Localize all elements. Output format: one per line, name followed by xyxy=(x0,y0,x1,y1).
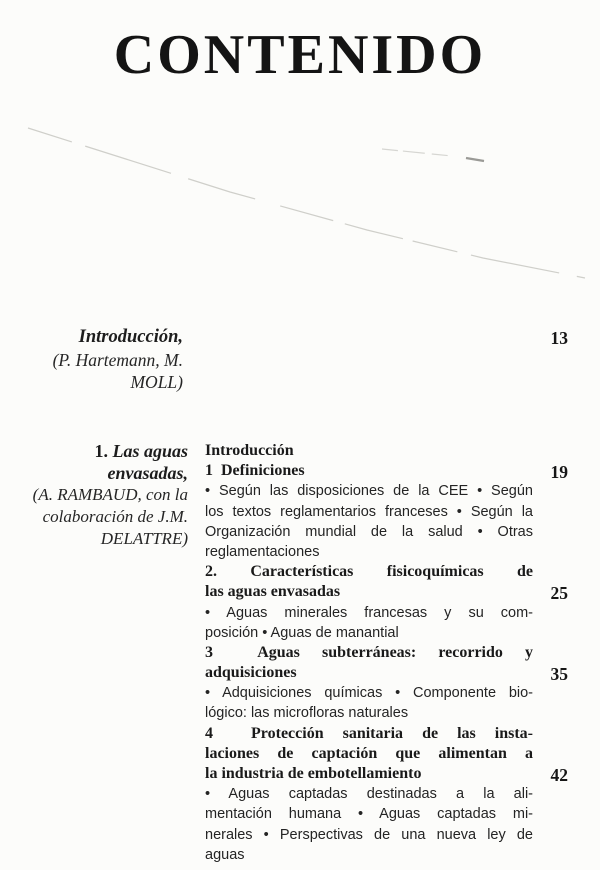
toc-bullet-line: nerales • Perspectivas de una nueva ley de xyxy=(205,826,533,843)
toc-heading-proteccion-line3: la industria de embotellamiento xyxy=(205,765,422,782)
entry-chapter1-authors-line3: DELATTRE) xyxy=(100,529,188,548)
toc-heading-introduccion: Introducción xyxy=(205,442,294,459)
toc-bullet-line: los textos reglamentarios franceses • Según la xyxy=(205,503,533,520)
toc-bullet-line: reglamentaciones xyxy=(205,543,320,560)
entry-introduction-authors-line2: MOLL) xyxy=(130,372,183,392)
toc-heading-caracteristicas-line2: las aguas envasadas xyxy=(205,583,341,601)
entry-chapter1-authors-line2: colaboración de J.M. xyxy=(42,507,188,526)
entry-introduction xyxy=(20,326,183,394)
toc-column xyxy=(205,441,533,865)
toc-bullet-line: • Aguas captadas destinadas a la ali- xyxy=(205,786,533,803)
toc-bullet-line: • Según las disposiciones de la CEE • Según xyxy=(205,483,533,500)
toc-heading-definiciones: 1 Definiciones xyxy=(205,462,305,480)
toc-bullet-line: • Adquisiciones químicas • Componente bio- xyxy=(205,685,533,702)
toc-heading-subterraneas-line2: adquisiciones xyxy=(205,664,297,682)
entry-chapter1-authors-line1: (A. RAMBAUD, con la xyxy=(32,485,188,504)
page-number-caracteristicas: 25 xyxy=(550,583,568,603)
page-title: CONTENIDO xyxy=(113,24,487,86)
toc-bullet-line: mentación humana • Aguas captadas mi- xyxy=(205,806,533,823)
toc-heading-proteccion-line2: laciones de captación que alimentan a xyxy=(205,744,533,762)
toc-heading-proteccion: 4 Protección sanitaria de las insta- xyxy=(205,724,533,742)
entry-chapter1-title-line2: envasadas, xyxy=(107,463,188,483)
toc-bullet-line: Organización mundial de la salud • Otras xyxy=(205,523,533,540)
chapter-number: 1. xyxy=(94,441,108,461)
entry-chapter1-title-line1 xyxy=(8,440,188,462)
toc-heading-subterraneas: 3 Aguas subterráneas: recorrido y xyxy=(205,643,533,661)
toc-bullet-line: lógico: las microfloras naturales xyxy=(205,705,409,722)
entry-introduction-authors-line1: (P. Hartemann, M. xyxy=(52,349,183,370)
chapter-title-part: Las aguas xyxy=(112,441,188,461)
toc-heading-caracteristicas: 2. Características fisicoquímicas de xyxy=(205,563,533,581)
page-number-subterraneas: 35 xyxy=(550,664,568,684)
page-number-definiciones: 19 xyxy=(550,462,568,482)
scan-dark-dash xyxy=(466,158,484,161)
entry-introduction-title: Introducción, xyxy=(78,327,183,347)
scan-scratch-line xyxy=(28,128,585,278)
toc-bullet-line: aguas xyxy=(205,846,245,863)
entry-chapter1 xyxy=(8,440,188,550)
scan-scratch-short xyxy=(382,149,452,156)
toc-bullet-line: • Aguas minerales francesas y su com- xyxy=(205,604,533,621)
toc-bullet-line: posición • Aguas de manantial xyxy=(205,624,399,641)
page-number-proteccion: 42 xyxy=(550,765,568,785)
page-number-introduction: 13 xyxy=(550,328,568,348)
